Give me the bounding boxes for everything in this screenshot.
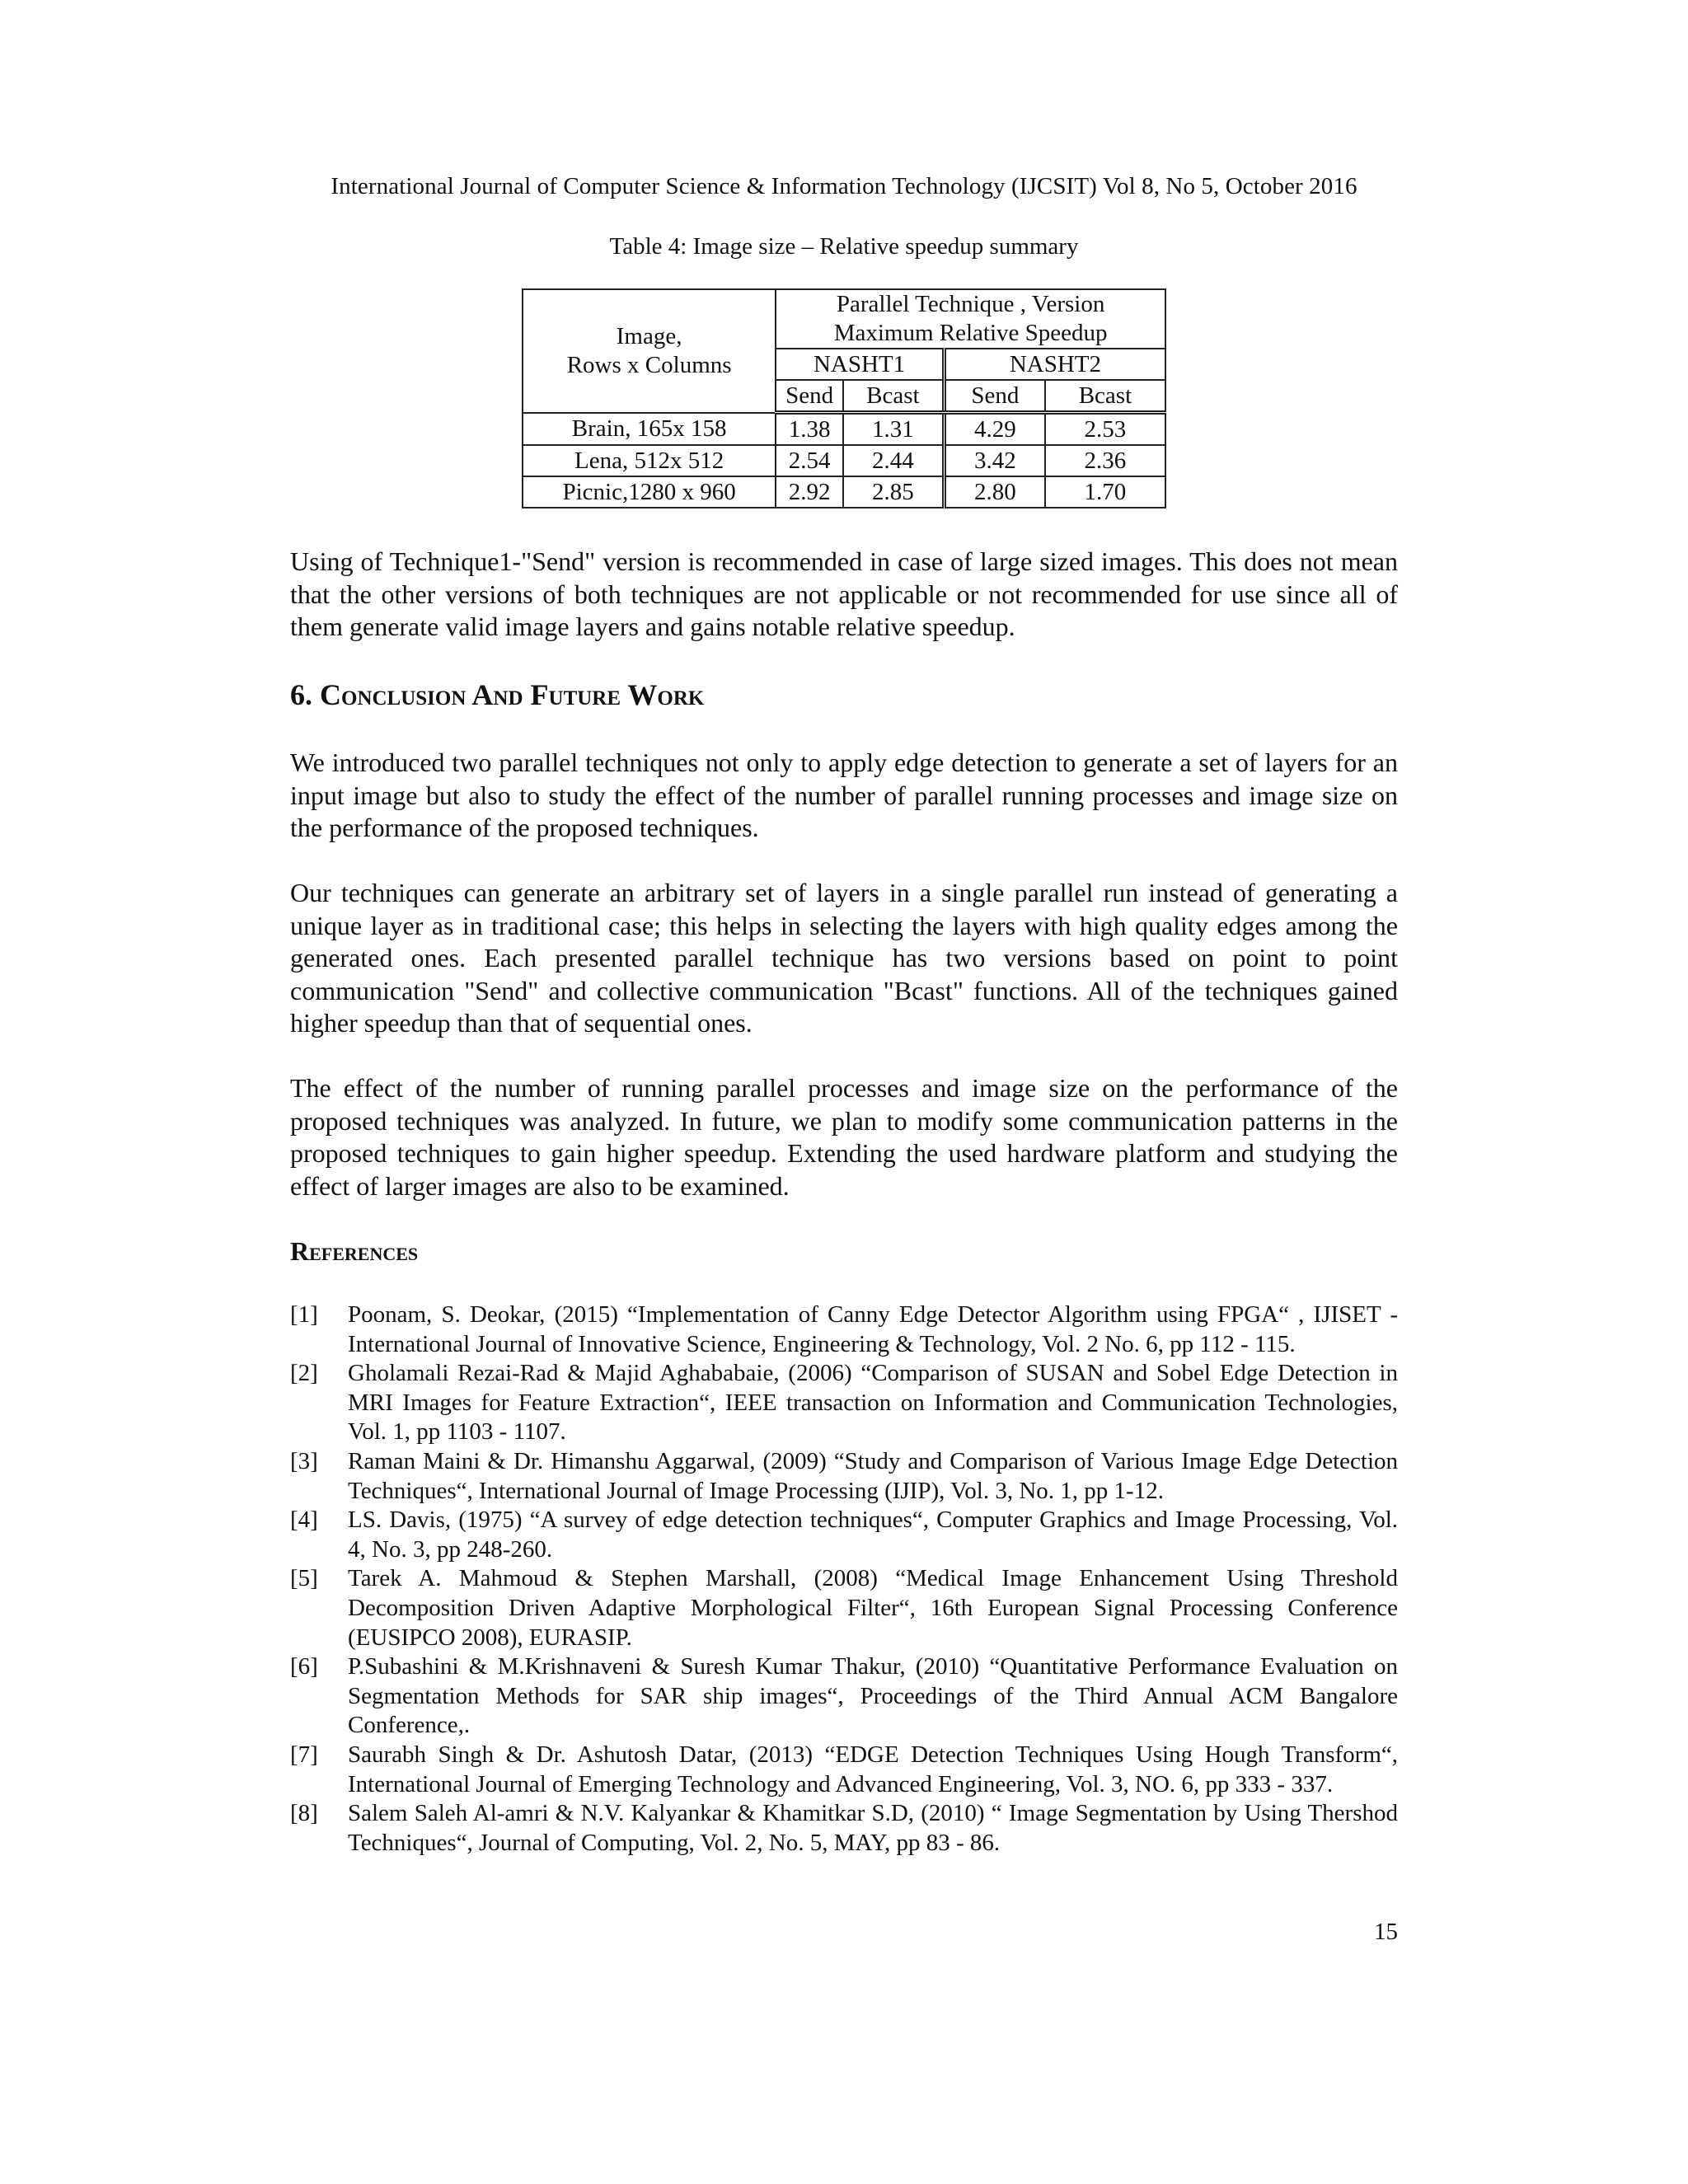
running-header: International Journal of Computer Science & Information Technology (IJCSIT) Vol 8, No 5, October 2016 <box>331 173 1357 199</box>
cell-nasht2-bcast: 2.53 <box>1045 413 1165 446</box>
cell-nasht1-send: 2.54 <box>776 445 843 476</box>
cell-nasht2-send: 4.29 <box>944 413 1044 446</box>
version-header-send: Send <box>944 380 1044 413</box>
reference-text: LS. Davis, (1975) “A survey of edge detection techniques“, Computer Graphics and Image Processing, Vol. 4, No. 3, pp 248-260. <box>348 1507 1398 1563</box>
paragraph-future-work: The effect of the number of running parallel processes and image size on the performance of the proposed techniques was analyzed. In future, we plan to modify some communication patterns in the proposed techniques to gain higher speedup. Extending the used hardware platform and studying the effect of larger images are also to be examined. <box>290 1073 1398 1201</box>
cell-nasht1-bcast: 2.85 <box>843 476 944 508</box>
reference-item <box>290 1506 1398 1564</box>
row-image: Brain, 165x 158 <box>523 413 776 446</box>
cell-nasht2-send: 3.42 <box>944 445 1044 476</box>
table-row <box>523 413 1165 446</box>
reference-item <box>290 1799 1398 1858</box>
reference-text: Tarek A. Mahmoud & Stephen Marshall, (2008) “Medical Image Enhancement Using Threshold Decomposition Driven Adaptive Morphological Filter“, 16th European Signal Processing Conference (EUSIPCO 2008), EURASIP. <box>348 1565 1398 1651</box>
table-header-row <box>523 289 1165 349</box>
reference-text: Saurabh Singh & Dr. Ashutosh Datar, (2013) “EDGE Detection Techniques Using Hough Transform“, International Journal of Emerging Technology and Advanced Engineering, Vol. 3, NO. 6, pp 333 - 337. <box>348 1741 1398 1797</box>
reference-item <box>290 1447 1398 1506</box>
reference-number: [8] <box>290 1800 318 1827</box>
version-header-bcast: Bcast <box>843 380 944 413</box>
reference-text: Gholamali Rezai-Rad & Majid Aghababaie, (2006) “Comparison of SUSAN and Sobel Edge Detection in MRI Images for Feature Extraction“, IEEE transaction on Information and Communication Technologies, Vol. 1, pp 1103 - 1107. <box>348 1360 1398 1446</box>
technique-header-nasht1: NASHT1 <box>776 349 944 380</box>
paragraph-techniques: Our techniques can generate an arbitrary set of layers in a single parallel run instead of generating a unique layer as in traditional case; this helps in selecting the layers with high quality edges among the generated ones. Each presented parallel technique has two versions based on point to point communication "Send" and collective communication "Bcast" functions. All of the techniques gained higher speedup than that of sequential ones. <box>290 878 1398 1038</box>
cell-nasht1-bcast: 2.44 <box>843 445 944 476</box>
group-header-line-2: Maximum Relative Speedup <box>833 320 1108 346</box>
reference-number: [3] <box>290 1447 318 1474</box>
cell-nasht1-send: 1.38 <box>776 413 843 446</box>
group-header <box>776 289 1165 349</box>
technique-header-nasht2: NASHT2 <box>944 349 1165 380</box>
reference-item <box>290 1652 1398 1741</box>
page-number: 15 <box>1374 1919 1398 1945</box>
reference-list <box>290 1301 1398 1858</box>
cell-nasht2-bcast: 1.70 <box>1045 476 1165 508</box>
reference-number: [2] <box>290 1360 318 1387</box>
reference-text: Raman Maini & Dr. Himanshu Aggarwal, (2009) “Study and Comparison of Various Image Edge Detection Techniques“, International Journal of Image Processing (IJIP), Vol. 3, No. 1, pp 1-12. <box>348 1447 1398 1504</box>
references-heading: References <box>290 1236 419 1266</box>
reference-item <box>290 1564 1398 1652</box>
version-header-bcast: Bcast <box>1045 380 1165 413</box>
group-header-line-1: Parallel Technique , Version <box>836 291 1105 317</box>
image-header-line: Image, <box>616 322 682 349</box>
reference-item <box>290 1741 1398 1799</box>
row-image: Picnic,1280 x 960 <box>523 476 776 508</box>
version-header-send: Send <box>776 380 843 413</box>
reference-text: Poonam, S. Deokar, (2015) “Implementation of Canny Edge Detector Algorithm using FPGA“ , IJISET - International Journal of Innovative Science, Engineering & Technology, Vol. 2 No. 6, pp 112 - 115. <box>348 1301 1398 1357</box>
cell-nasht1-send: 2.92 <box>776 476 843 508</box>
reference-number: [7] <box>290 1741 318 1768</box>
table-row <box>523 476 1165 508</box>
speedup-summary-table <box>522 288 1166 509</box>
reference-text: P.Subashini & M.Krishnaveni & Suresh Kumar Thakur, (2010) “Quantitative Performance Evaluation on Segmentation Methods for SAR ship images“, Proceedings of the Third Annual ACM Bangalore Conference,. <box>348 1653 1398 1739</box>
section-heading: 6. Conclusion And Future Work <box>290 678 705 711</box>
table-caption: Table 4: Image size – Relative speedup summary <box>609 233 1079 260</box>
cell-nasht2-send: 2.80 <box>944 476 1044 508</box>
image-header-subline: Rows x Columns <box>566 351 732 378</box>
table-row <box>523 445 1165 476</box>
paragraph-recommendation: Using of Technique1-"Send" version is recommended in case of large sized images. This does not mean that the other versions of both techniques are not applicable or not recommended for use since all of them generate valid image layers and gains notable relative speedup. <box>290 546 1398 641</box>
reference-item <box>290 1301 1398 1359</box>
paragraph-introduction: We introduced two parallel techniques not only to apply edge detection to generate a set of layers for an input image but also to study the effect of the number of parallel running processes and image size on the performance of the proposed techniques. <box>290 748 1398 842</box>
reference-number: [5] <box>290 1565 318 1592</box>
reference-text: Salem Saleh Al-amri & N.V. Kalyankar & Khamitkar S.D, (2010) “ Image Segmentation by Using Thershod Techniques“, Journal of Computing, Vol. 2, No. 5, MAY, pp 83 - 86. <box>348 1800 1398 1856</box>
reference-number: [1] <box>290 1301 318 1328</box>
cell-nasht1-bcast: 1.31 <box>843 413 944 446</box>
reference-item <box>290 1359 1398 1447</box>
row-image: Lena, 512x 512 <box>523 445 776 476</box>
cell-nasht2-bcast: 2.36 <box>1045 445 1165 476</box>
image-column-header <box>523 289 776 413</box>
reference-number: [4] <box>290 1507 318 1534</box>
reference-number: [6] <box>290 1653 318 1680</box>
